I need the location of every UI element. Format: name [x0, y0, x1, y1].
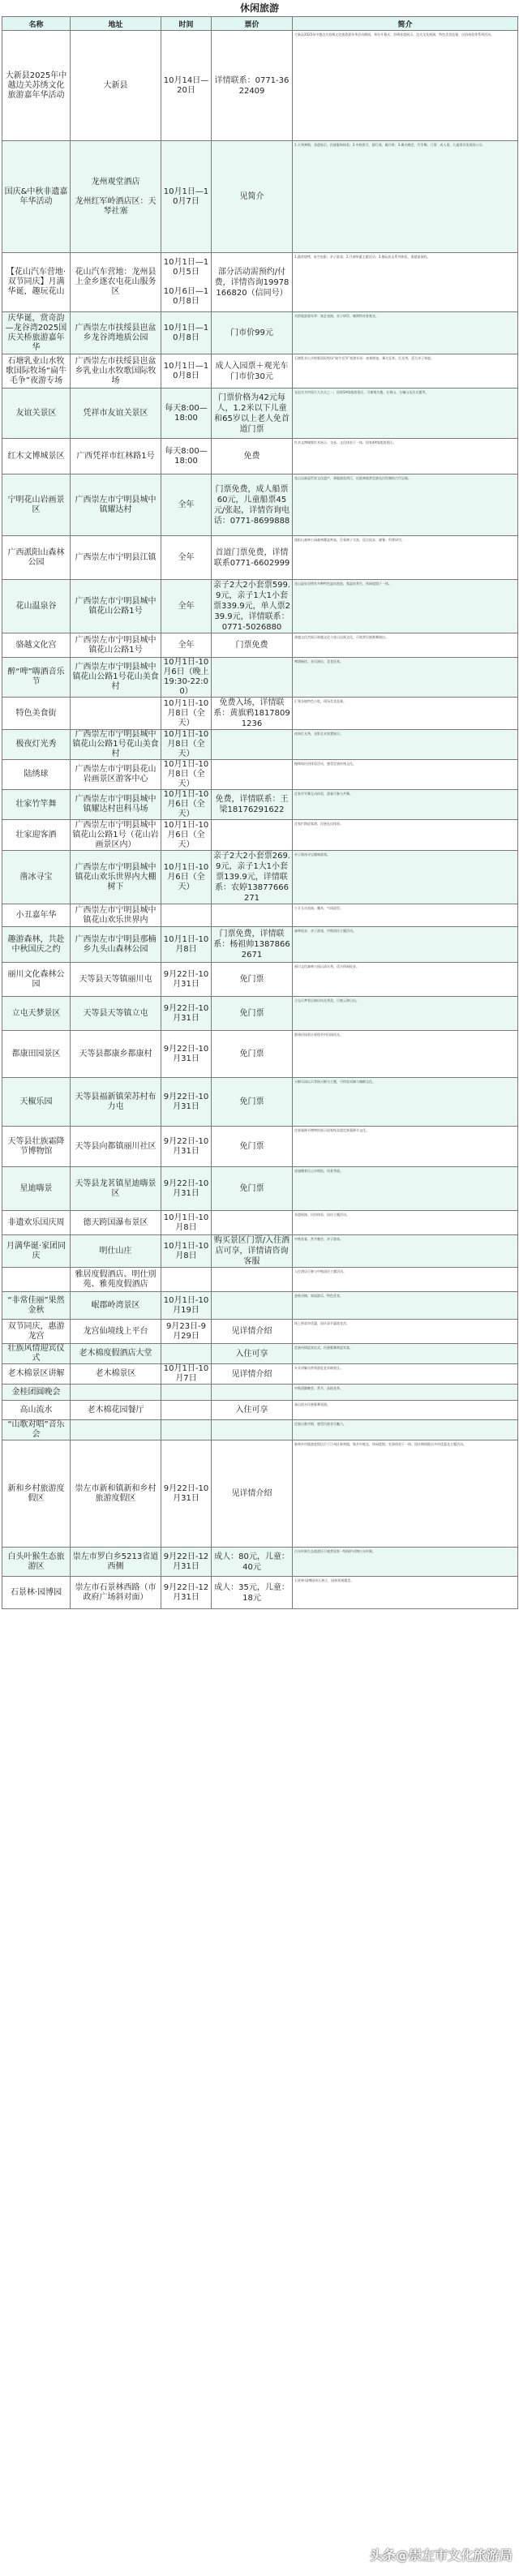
cell-time-part: 10月1日—10月5日 — [163, 258, 209, 277]
cell-time — [161, 1344, 212, 1364]
cell-ticket: 免门票 — [212, 1167, 293, 1211]
cell-ticket — [212, 730, 293, 760]
header-time: 时间 — [161, 17, 212, 31]
cell-location: 龙宫仙境线上平台 — [71, 1320, 161, 1344]
cell-ticket: 详情联系：0771-3622409 — [212, 31, 293, 141]
cell-desc: 星迪嗨景区山水相依，风景秀丽。 — [293, 1167, 518, 1211]
cell-time: 10月1日-10月6日（全天） — [161, 820, 212, 851]
cell-desc: 1.露营烧烤、星空电影、亲子游戏；2.月满华诞主题活动；3.趣玩花山系列体验，需提前预约。 — [293, 253, 518, 312]
cell-ticket: 成人：35元，儿童：18元 — [212, 1577, 293, 1609]
table-row — [2, 1320, 518, 1344]
cell-ticket — [212, 820, 293, 851]
cell-desc: 啤酒畅饮、音乐演出、美食狂欢。 — [293, 658, 518, 698]
table-row — [2, 439, 518, 474]
cell-time: 9月22日-10月31日 — [161, 1127, 212, 1167]
cell-location-part: 龙州观堂酒店 — [91, 177, 140, 187]
cell-desc: 派阳山森林公园森林覆盖率高，负氧离子丰富，适合徒步、避暑、科普研学。 — [293, 536, 518, 580]
table-row — [2, 141, 518, 253]
cell-time — [161, 1420, 212, 1440]
cell-ticket: 见详情介绍 — [212, 1364, 293, 1385]
cell-time: 10月1日-10月8日（全天） — [161, 730, 212, 760]
cell-time: 10月1日-10月6日（全天） — [161, 851, 212, 904]
table-row — [2, 658, 518, 698]
cell-time: 全年 — [161, 633, 212, 658]
cell-location: 崇左市罗白乡5213省道西侧 — [71, 1548, 161, 1577]
cell-location — [71, 141, 161, 253]
cell-desc: 红木文博城集红木展示、交易、文化体验于一体，国家4A级旅游景区。 — [293, 439, 518, 474]
cell-time: 10月1日-10月6日（全天） — [161, 790, 212, 820]
table-row — [2, 997, 518, 1031]
cell-desc: 中秋家宴、赏月晚会、亲子游戏。 — [293, 1235, 518, 1268]
cell-location: 明仕山庄 — [71, 1235, 161, 1268]
cell-ticket: 首道门票免费，详情联系0771-6602999 — [212, 536, 293, 580]
cell-desc: 立屯天梦景区梯田风光秀美，可观云海日出。 — [293, 997, 518, 1031]
cell-location: 广西崇左市宁明县江镇 — [71, 536, 161, 580]
cell-time: 每天8:00—18:00 — [161, 439, 212, 474]
cell-name — [2, 1268, 71, 1292]
cell-name: “非常佳丽”果然金秋 — [2, 1292, 71, 1320]
table-row — [2, 1577, 518, 1609]
cell-ticket: 门票价格为42元每人，1.2米以下儿童和65岁以上老人免首道门票 — [212, 389, 293, 439]
cell-name: 高山流水 — [2, 1401, 71, 1420]
cell-name: 天等县壮族霜降节博物馆 — [2, 1127, 71, 1167]
table-row — [2, 927, 518, 963]
cell-name: 双节同庆，惠游龙宫 — [2, 1320, 71, 1344]
cell-location: 老木棉景区 — [71, 1364, 161, 1385]
cell-name: 特色美食街 — [2, 698, 71, 730]
table-body — [2, 31, 518, 1609]
cell-name: 友谊关景区 — [2, 389, 71, 439]
cell-location — [71, 1385, 161, 1401]
cell-location: 岷郡岭湾景区 — [71, 1292, 161, 1320]
cell-name: 壮族风情迎宾仪式 — [2, 1344, 71, 1364]
cell-desc: 骆越文化宫展示骆越文化与花山岩画文化，可欣赏民族歌舞演出。 — [293, 633, 518, 658]
cell-location: 天等县福新镇荣苏村布力屯 — [71, 1078, 161, 1127]
cell-desc: 花山温泉谷拥有多种特色温泉泡池，集温泉养生、休闲度假于一体。 — [293, 580, 518, 633]
table-header-row — [2, 17, 518, 31]
cell-time — [161, 1385, 212, 1401]
table-row — [2, 790, 518, 820]
table-row — [2, 1292, 518, 1320]
table-row — [2, 536, 518, 580]
cell-desc: 夜间灯光秀，光影艺术装置展示。 — [293, 730, 518, 760]
cell-ticket: 免门票 — [212, 997, 293, 1031]
cell-time — [161, 904, 212, 927]
cell-desc: 非遗展演、民俗体验、国庆主题活动。 — [293, 1211, 518, 1235]
cell-location: 天等县龙茗镇星迪嗨景区 — [71, 1167, 161, 1211]
cell-ticket: 免门票 — [212, 963, 293, 997]
cell-ticket: 见详情介绍 — [212, 1440, 293, 1548]
cell-desc: 新和乡村旅游度假区位于江州区新和镇，集乡村观光、休闲度假、农事体验于一体，国庆期间推出多项优惠及主题活动。 — [293, 1440, 518, 1548]
cell-time: 9月22日-10月31日 — [161, 963, 212, 997]
cell-time: 9月22日-12月31日 — [161, 1548, 212, 1577]
cell-desc: 专业讲解员带领游览老木棉景区。 — [293, 1364, 518, 1385]
cell-time: 10月14日—20日 — [161, 31, 212, 141]
cell-desc: 壮族霜降节博物馆展示国家级非遗壮族霜降节文化。 — [293, 1127, 518, 1167]
cell-name: 国庆&中秋非遗嘉年华活动 — [2, 141, 71, 253]
table-row — [2, 1548, 518, 1577]
cell-location: 广西凭祥市红林路1号 — [71, 439, 161, 474]
cell-time-part: 10月6日—10月8日 — [163, 287, 209, 306]
cell-ticket: 免费 — [212, 439, 293, 474]
cell-location — [71, 1420, 161, 1440]
cell-name: 【花山汽车营地·双节同庆】月满华诞，趣玩花山 — [2, 253, 71, 312]
cell-name: 花山温泉谷 — [2, 580, 71, 633]
cell-desc: 森林徒步、亲子游戏、中秋国庆主题活动。 — [293, 927, 518, 963]
cell-ticket: 免费入场，详情联系：黄旗鸦18178091236 — [212, 698, 293, 730]
cell-time — [161, 1401, 212, 1420]
cell-ticket — [212, 658, 293, 698]
cell-name: 月满华诞·家团同庆 — [2, 1235, 71, 1268]
cell-location-part: 龙州红军岭酒店区：天琴社塞 — [75, 196, 157, 216]
cell-name: 天椒乐园 — [2, 1078, 71, 1127]
cell-time: 9月22日-10月31日 — [161, 1167, 212, 1211]
cell-name: 丽川文化森林公园 — [2, 963, 71, 997]
cell-time: 10月1日-10月6日（晚上19:30-22:00） — [161, 658, 212, 698]
watermark: 头条@崇左市文化旅游局 — [369, 2548, 513, 2563]
cell-desc: 小丑互动表演、魔术、气球造型。 — [293, 904, 518, 927]
cell-name: 骆越文化宫 — [2, 633, 71, 658]
table-row — [2, 253, 518, 312]
cell-name: 小丑嘉年华 — [2, 904, 71, 927]
cell-location: 广西崇左市宁明县城中镇花山公路1号 — [71, 633, 161, 658]
cell-location: 崇左市新和镇新和乡村旅游度假区 — [71, 1440, 161, 1548]
cell-desc: 中秋团圆晚会，赏月、品桂花茶。 — [293, 1385, 518, 1401]
cell-name: 广西派阳山森林公园 — [2, 536, 71, 580]
cell-time: 全年 — [161, 536, 212, 580]
cell-name: 宁明花山岩画景区 — [2, 474, 71, 536]
cell-ticket — [212, 904, 293, 927]
cell-ticket — [212, 1385, 293, 1401]
cell-ticket: 入住可享 — [212, 1344, 293, 1364]
cell-ticket: 亲子2大2小套票599.9元，亲子1大1小套票339.9元，单人票239.9元，详情联系：0771-5026880 — [212, 580, 293, 633]
cell-desc: 友谊关为中国九大名关之一，国家5A级旅游景区，可参观关楼、左弼山、右辅山及法式楼等。 — [293, 389, 518, 439]
cell-location: 广西崇左市宁明县城中镇花山欢乐世界内 — [71, 904, 161, 927]
cell-location: 崇左市石景林西路（市政府广场斜对面） — [71, 1577, 161, 1609]
cell-ticket: 免门票 — [212, 1127, 293, 1167]
cell-location: 天等县都康乡都康村 — [71, 1031, 161, 1078]
cell-name: 新和乡村旅游度假区 — [2, 1440, 71, 1548]
cell-name: 石塘乳业山水牧歌国际牧场“扁牛毛争”夜游专场 — [2, 354, 71, 389]
table-row — [2, 1344, 518, 1364]
table-row — [2, 904, 518, 927]
cell-location: 广西崇左市宁明县城中镇花山公路1号花山美食村 — [71, 658, 161, 698]
cell-desc: 石塘乳业山水牧歌国际牧场“扁牛毛争”夜游专场：夜观萌宠、篝火狂欢、灯光秀，适合亲子家庭。 — [293, 354, 518, 389]
header-location: 地址 — [71, 17, 161, 31]
cell-name: 陆绣球 — [2, 760, 71, 790]
cell-time: 10月1日-10月7日 — [161, 1364, 212, 1385]
cell-ticket: 入住可享 — [212, 1401, 293, 1420]
cell-name: 非遗欢乐国庆周 — [2, 1211, 71, 1235]
table-row — [2, 1127, 518, 1167]
table-row — [2, 1385, 518, 1401]
cell-time: 10月1日—10月8日 — [161, 354, 212, 389]
page-title: 休闲旅游 — [239, 2, 279, 14]
cell-location — [71, 698, 161, 730]
cell-desc: 壮族风情迎宾仪式，民族歌舞欢迎宾客。 — [293, 1344, 518, 1364]
cell-location: 德天跨国瀑布景区 — [71, 1211, 161, 1235]
cell-name: 极夜灯光秀 — [2, 730, 71, 760]
cell-ticket: 免门票 — [212, 1078, 293, 1127]
cell-time: 9月22日-10月31日 — [161, 1440, 212, 1548]
cell-time: 每天8:00—18:00 — [161, 389, 212, 439]
cell-time: 10月1日-10月8日（全天） — [161, 698, 212, 730]
table-row — [2, 1268, 518, 1292]
cell-ticket: 见简介 — [212, 141, 293, 253]
cell-ticket: 免门票 — [212, 1031, 293, 1078]
cell-location: 雅居度假酒店、明仕別苑、雅苑度假酒店 — [71, 1268, 161, 1292]
cell-desc: 汇聚各地特色小吃，现场美食品鉴。 — [293, 698, 518, 730]
cell-name: 趣游森林，共赴中秋国庆之约 — [2, 927, 71, 963]
cell-location: 大新县 — [71, 31, 161, 141]
cell-location: 广西崇左市宁明县城中镇花山公路1号（花山岩画景区内） — [71, 820, 161, 851]
table-row — [2, 1364, 518, 1385]
cell-desc: 高山流水民族歌舞表演。 — [293, 1401, 518, 1420]
cell-location: 广西崇左市宁明县城中镇耀达村 — [71, 474, 161, 536]
cell-ticket: 亲子2大2小套票269.9元，亲子1大1小套票139.9元，详情联系：农婷13877666271 — [212, 851, 293, 904]
cell-location: 凭祥市友谊关景区 — [71, 389, 161, 439]
cell-location: 广西崇左市宁明县那楠乡九头山森林公园 — [71, 927, 161, 963]
cell-time: 10月1日-10月8日 — [161, 1211, 212, 1235]
table-row — [2, 1031, 518, 1078]
header-desc: 简介 — [293, 17, 518, 31]
cell-time: 10月1日-10月19日 — [161, 1292, 212, 1320]
cell-name: 金桂团圆晚会 — [2, 1385, 71, 1401]
table-row — [2, 1211, 518, 1235]
cell-time — [161, 1268, 212, 1292]
cell-time: 9月23日-9月29日 — [161, 1320, 212, 1344]
cell-desc: 壮家拦路迎客酒，民族礼仪体验。 — [293, 820, 518, 851]
cell-time: 10月1日-10月8日（全天） — [161, 760, 212, 790]
cell-name: 大新县2025年中越边关苏绣文化旅游嘉年华活动 — [2, 31, 71, 141]
cell-name: 壮家竹竿舞 — [2, 790, 71, 820]
table-row — [2, 31, 518, 141]
cell-time: 10月1日-10月8日 — [161, 927, 212, 963]
cell-desc: 关桥旅游嘉年华：演艺表演、亲子研学、喀斯特奇景观光。 — [293, 312, 518, 354]
cell-location: 天等县向都镇丽川社区 — [71, 1127, 161, 1167]
table-row — [2, 1167, 518, 1211]
table-row — [2, 1078, 518, 1127]
cell-ticket: 门市价99元 — [212, 312, 293, 354]
cell-desc: 丽川文化森林公园山清水秀，适合休闲徒步。 — [293, 963, 518, 997]
cell-name: 红木文博城景区 — [2, 439, 71, 474]
cell-time: 9月22日-10月31日 — [161, 997, 212, 1031]
cell-ticket: 见详情介绍 — [212, 1320, 293, 1344]
cell-desc: 入住酒店可参与中秋国庆主题活动。 — [293, 1268, 518, 1292]
cell-ticket: 门票免费 — [212, 633, 293, 658]
cell-time: 10月1日—10月8日 — [161, 312, 212, 354]
cell-location: 花山汽车营地：龙州县上金乡逐农屯花山服务区 — [71, 253, 161, 312]
table-row — [2, 698, 518, 730]
cell-ticket — [212, 1420, 293, 1440]
cell-ticket: 门票免费，详情联系：杨祖帅13878662671 — [212, 927, 293, 963]
cell-location: 天等县天等镇立屯 — [71, 997, 161, 1031]
table-row — [2, 820, 518, 851]
cell-desc: 线上购票享优惠，国庆双节惠游龙宫。 — [293, 1320, 518, 1344]
cell-name: 星迪嗨景 — [2, 1167, 71, 1211]
header-name: 名称 — [2, 17, 71, 31]
cell-location: 广西崇左市宁明县城中镇花山欢乐世界内大棚树下 — [71, 851, 161, 904]
cell-time: 9月22日-10月31日 — [161, 1078, 212, 1127]
cell-desc: 壮家竹竿舞互动体验，游客可参与共舞。 — [293, 790, 518, 820]
cell-name: 凿冰寻宝 — [2, 851, 71, 904]
cell-name: 石景林·园博园 — [2, 1577, 71, 1609]
cell-name: 立屯天梦景区 — [2, 997, 71, 1031]
cell-location: 天等县天等镇丽川屯 — [71, 963, 161, 997]
cell-desc: 1.天琴弹唱、非遗展示、民族服饰体验；2.中秋赏月、猜灯谜、做月饼；3.篝火晚会、竹竿舞；门票：成人票、儿童票详见现场公示。 — [293, 141, 518, 253]
table-row — [2, 633, 518, 658]
cell-time: 9月22日-12月31日 — [161, 1577, 212, 1609]
cell-location: 广西崇左市扶绥县岜盆乡乳业山水牧歌国际牧场 — [71, 354, 161, 389]
cell-time: 9月22日-10月31日 — [161, 1031, 212, 1078]
table-row — [2, 1440, 518, 1548]
table-row — [2, 851, 518, 904]
cell-name: 白头叶猴生态旅游区 — [2, 1548, 71, 1577]
header-ticket: 票价 — [212, 17, 293, 31]
cell-ticket: 购买景区门票/入住酒店可享，详情请咨询客服 — [212, 1235, 293, 1268]
table-row — [2, 354, 518, 389]
table-row — [2, 1401, 518, 1420]
table-row — [2, 1420, 518, 1440]
cell-location: 广西崇左市宁明县城中镇花山公路1号花山美食村 — [71, 730, 161, 760]
tourism-table — [2, 16, 518, 1609]
cell-location: 老木棉花园餐厅 — [71, 1401, 161, 1420]
table-row — [2, 1235, 518, 1268]
cell-desc: 天椒乐园以天等指天椒为主题，可体验采摘与辣椒文化。 — [293, 1078, 518, 1127]
cell-desc: 大新县2025年中越边关苏绣文化旅游嘉年华活动期间，举办开幕式、苏绣非遗展示、边关文化展演、特色美食品鉴、民俗体验等系列活动。 — [293, 31, 518, 141]
cell-time: 全年 — [161, 474, 212, 536]
table-row — [2, 312, 518, 354]
cell-desc: 都康田园景区展现乡村田园风光。 — [293, 1031, 518, 1078]
cell-name: “山歌对唱”音乐会 — [2, 1420, 71, 1440]
cell-ticket: 免费，详情联系：王梁18176291622 — [212, 790, 293, 820]
cell-name: 都康田园景区 — [2, 1031, 71, 1078]
cell-time: 10月1日-10月8日 — [161, 1235, 212, 1268]
cell-name: 老木棉景区讲解 — [2, 1364, 71, 1385]
cell-location: 广西崇左市宁明县城中镇花山公路1号 — [71, 580, 161, 633]
cell-desc: 金秋采摘、果园游乐、特色美食。 — [293, 1292, 518, 1320]
cell-ticket — [212, 1268, 293, 1292]
table-row — [2, 580, 518, 633]
cell-location: 广西崇左市扶绥县岜盆乡龙谷湾地质公园 — [71, 312, 161, 354]
cell-desc: 白头叶猴生态旅游区可观赏国家一级保护动物白头叶猴。 — [293, 1548, 518, 1577]
cell-desc: 花山岩画是世界文化遗产，乘船游览明江，近距离观赏壮族先民绘制的古代岩画。 — [293, 474, 518, 536]
cell-time: 10月1日—10月7日 — [161, 141, 212, 253]
cell-ticket: 成人入园票＋观光车门市价30元 — [212, 354, 293, 389]
cell-name: 醉“啤”嗨酒音乐节 — [2, 658, 71, 698]
cell-location: 老木棉度假酒店大堂 — [71, 1344, 161, 1364]
table-row — [2, 963, 518, 997]
cell-desc: 石景林·园博园奇石林立，园林景观精美。 — [293, 1577, 518, 1609]
cell-time — [161, 253, 212, 312]
table-row — [2, 474, 518, 536]
table-row — [2, 760, 518, 790]
cell-ticket — [212, 760, 293, 790]
cell-ticket: 部分活动需预约/付费，详情咨询19978166820（信同号） — [212, 253, 293, 312]
cell-location: 广西崇左市宁明县城中镇耀达村岜科马场 — [71, 790, 161, 820]
cell-ticket: 门票免费，成人船票60元，儿童船票45元/张起，详情咨询电话：0771-8699888 — [212, 474, 293, 536]
cell-name: 壮家迎客酒 — [2, 820, 71, 851]
cell-name: 庆华诞，赏奇韵—龙谷湾2025国庆关桥旅游嘉年华 — [2, 312, 71, 354]
cell-desc: 抛绣球民俗体验活动，感受壮族传统文化。 — [293, 760, 518, 790]
cell-ticket — [212, 1211, 293, 1235]
table-row — [2, 389, 518, 439]
cell-desc: 壮族山歌对唱，感受民族音乐魅力。 — [293, 1420, 518, 1440]
cell-ticket — [212, 1292, 293, 1320]
cell-desc: 亲子凿冰寻宝趣味游戏。 — [293, 851, 518, 904]
cell-time: 全年 — [161, 580, 212, 633]
cell-location: 广西崇左市宁明县花山岩画景区游客中心 — [71, 760, 161, 790]
cell-ticket: 成人：80元，儿童：40元 — [212, 1548, 293, 1577]
table-row — [2, 730, 518, 760]
